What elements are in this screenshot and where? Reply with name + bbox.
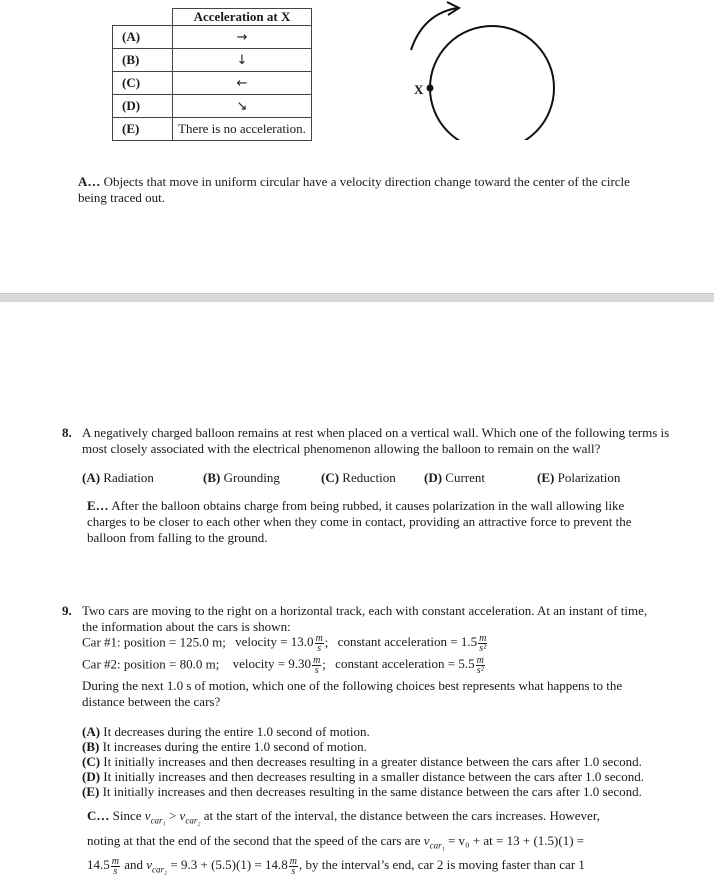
- table-corner: [113, 9, 173, 26]
- car-acceleration: constant acceleration = 1.5: [337, 634, 478, 650]
- q8-choice-d: [424, 470, 485, 486]
- choice-label: (B): [203, 470, 221, 485]
- choice-label: (A): [82, 470, 101, 485]
- car-velocity: velocity = 9.30: [232, 656, 312, 672]
- car-position: position = 80.0 m;: [123, 656, 220, 672]
- choice-label: (C): [321, 470, 340, 485]
- answer-text: Objects that move in uniform circular have a velocity direction change toward the center of the circle being traced out.: [78, 174, 630, 205]
- answer-prefix: C…: [87, 808, 110, 823]
- table-row: [113, 49, 312, 72]
- question-9-number: 9.: [62, 603, 72, 618]
- velocity-unit: $\frac{m}{s}$: [315, 633, 323, 654]
- answer-text: After the balloon obtains charge from being rubbed, it causes polarization in the wall allowing like charges to be closer to each other when they come in contact, providing an attractive force to prevent the balloon from falling to the ground.: [87, 498, 632, 545]
- acceleration-unit: $\frac{m}{\text{s²}}$: [476, 655, 484, 676]
- table-row: [113, 26, 312, 49]
- right-arrow-icon: →: [173, 26, 312, 49]
- row-label: (A): [113, 26, 173, 49]
- circle-path: [430, 26, 554, 140]
- answer-9-line-3: 14.5 $\frac{m}{s}$ and $v_{car_2} = 9.3 + (5.5)(1) = 14.8$ $\frac{m}{s}$ , by the interval’s end, car 2 is moving faster than car 1: [87, 855, 585, 877]
- choice-text: Current: [445, 470, 486, 485]
- row-label: (E): [113, 118, 173, 141]
- answer-prefix: E…: [87, 498, 109, 513]
- row-value: There is no acceleration.: [173, 118, 312, 141]
- car-label: Car #2:: [82, 656, 121, 672]
- row-label: (C): [113, 72, 173, 95]
- answer-prefix: A…: [78, 174, 101, 189]
- q8-choice-a: [82, 470, 154, 486]
- q8-choice-c: [321, 470, 396, 486]
- answer-9-line-2: noting at that the end of the second that the speed of the cars are $v_{car_1} = v_0$ + at = 13 + (1.5)(1) =: [87, 832, 585, 851]
- table-header: Acceleration at X: [173, 9, 312, 26]
- row-label: (B): [113, 49, 173, 72]
- q8-choice-e: [537, 470, 620, 486]
- q8-choice-b: [203, 470, 280, 486]
- table-row: [113, 118, 312, 141]
- question-9-stem: Two cars are moving to the right on a horizontal track, each with constant acceleration. At an instant of time, the information about the cars is shown:: [82, 603, 648, 634]
- choice-label: (D): [424, 470, 443, 485]
- down-arrow-icon: ↓: [173, 49, 312, 72]
- answer-9: [87, 806, 687, 880]
- row-label: (D): [113, 95, 173, 118]
- table-row: [113, 95, 312, 118]
- choice-label: (E): [537, 470, 555, 485]
- point-x-dot: [427, 85, 434, 92]
- car-label: Car #1:: [82, 634, 121, 650]
- choice-text: Radiation: [103, 470, 154, 485]
- answer-9-line-1: C… Since $v_{car_1} > v_{car_2}$ at the start of the interval, the distance between the cars increases. However,: [87, 808, 600, 826]
- q9-choice-b: (B) It increases during the entire 1.0 second of motion.: [82, 739, 367, 754]
- car-position: position = 125.0 m;: [123, 634, 226, 650]
- acceleration-table: [112, 8, 312, 141]
- choice-text: Reduction: [342, 470, 396, 485]
- q9-choice-d: (D) It initially increases and then decreases resulting in a smaller distance between the cars after 1.0 second.: [82, 769, 645, 784]
- answer-8: [87, 498, 667, 546]
- choice-text: Polarization: [557, 470, 621, 485]
- down-right-arrow-icon: ↘: [173, 95, 312, 118]
- question-8-number: 8.: [62, 425, 72, 440]
- q9-choice-a: (A) It decreases during the entire 1.0 second of motion.: [82, 724, 370, 739]
- point-x-label: X: [414, 82, 424, 97]
- velocity-unit: $\frac{m}{s}$: [313, 655, 321, 676]
- question-9-prompt: During the next 1.0 s of motion, which one of the following choices best represents what happens to the distance between the cars?: [82, 678, 623, 709]
- q9-choice-e: (E) It initially increases and then decreases resulting in the same distance between the cars after 1.0 second.: [82, 784, 642, 799]
- acceleration-unit: $\frac{m}{\text{s²}}$: [479, 633, 487, 654]
- car-acceleration: constant acceleration = 5.5: [335, 656, 475, 672]
- question-8-stem: A negatively charged balloon remains at rest when placed on a vertical wall. Which one of the following terms is most closely associated with the electrical phenomenon allowing the balloon to remain on the wall?: [82, 425, 670, 456]
- circular-motion-diagram: [395, 0, 585, 140]
- choice-text: Grounding: [223, 470, 280, 485]
- table-row: [113, 72, 312, 95]
- car-velocity: velocity = 13.0: [235, 634, 314, 650]
- page-divider: [0, 293, 714, 302]
- left-arrow-icon: ←: [173, 72, 312, 95]
- car-1-info: Car #1: position = 125.0 m; velocity = 13.0 $\frac{m}{s}$ ; constant acceleration = 1.5 $\frac{m}{\text{s²}}$: [82, 633, 487, 654]
- q9-choice-c: (C) It initially increases and then decreases resulting in a greater distance between the cars after 1.0 second.: [82, 754, 642, 769]
- car-2-info: Car #2: position = 80.0 m; velocity = 9.30 $\frac{m}{s}$ ; constant acceleration = 5.5 $\frac{m}{\text{s²}}$: [82, 655, 484, 676]
- q9-choices: [82, 724, 682, 799]
- answer-7: [78, 174, 648, 206]
